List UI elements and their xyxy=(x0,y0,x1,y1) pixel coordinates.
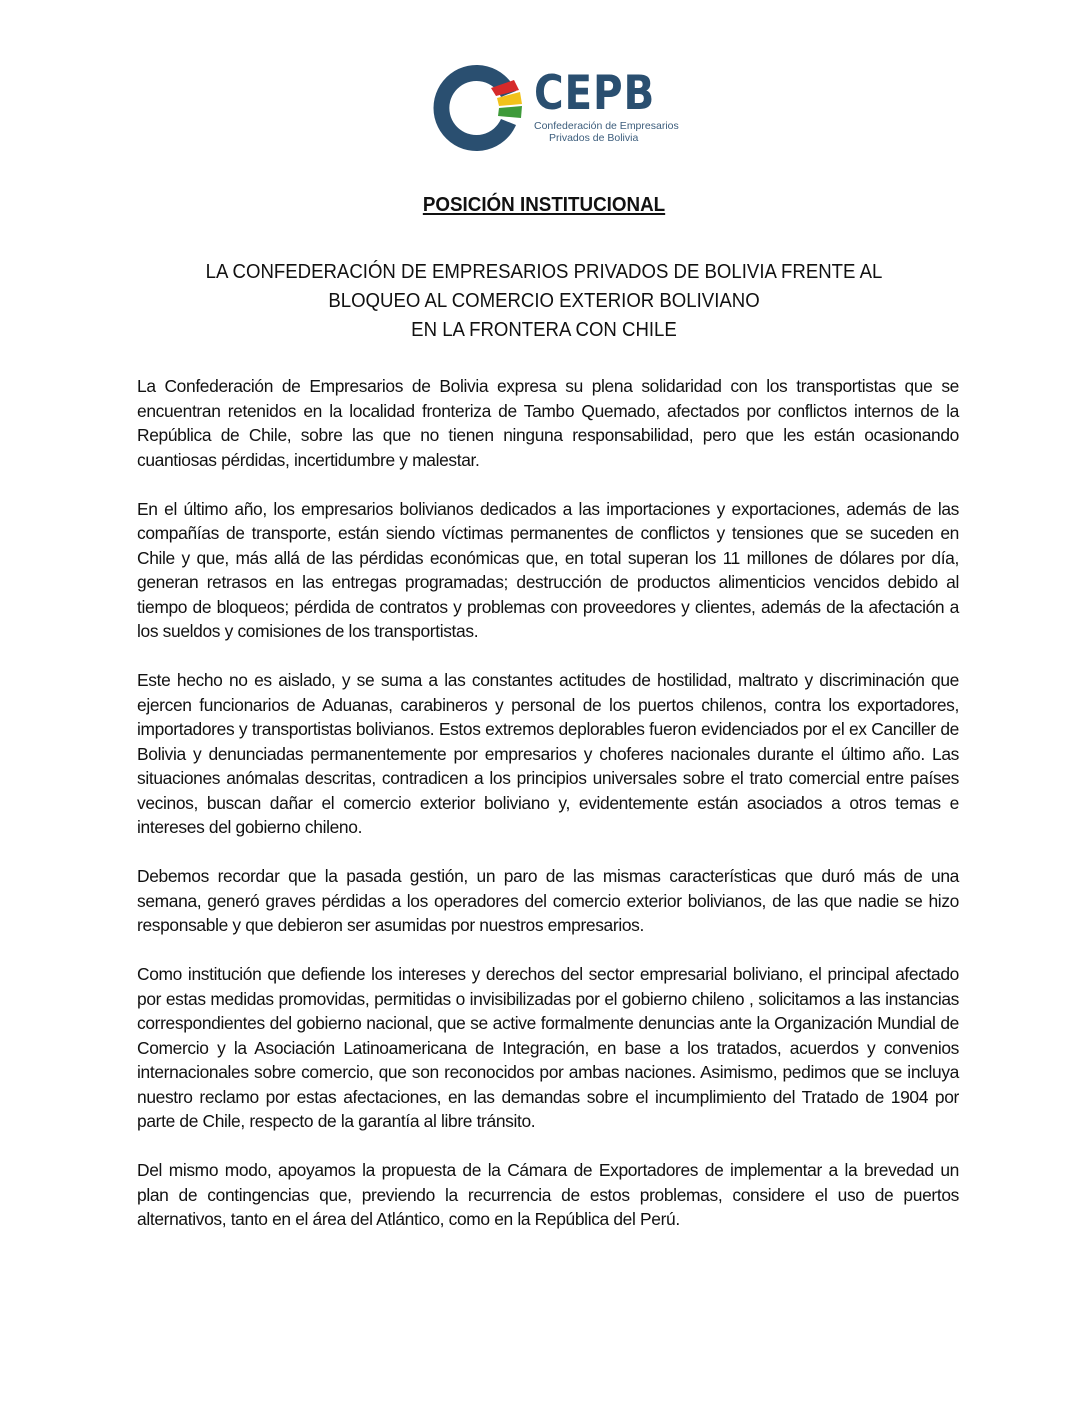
paragraph-1: La Confederación de Empresarios de Bolivia expresa su plena solidaridad con los transportistas que se encuentran retenidos en la localidad fronteriza de Tambo Quemado, afectados por conflictos internos de la República de Chile, sobre las que no tienen ninguna responsabilidad, pero que les están ocasionando cuantiosas pérdidas, incertidumbre y malestar. xyxy=(137,376,959,470)
document-title: POSICIÓN INSTITUCIONAL xyxy=(422,194,666,216)
paragraph-5: Como institución que defiende los intereses y derechos del sector empresarial boliviano, el principal afectado por estas medidas promovidas, permitidas o invisibilizadas por el gobierno chileno , solicitamos a las instancias correspondientes del gobierno nacional, que se active formalmente denuncias ante la Organización Mundial de Comercio y la Asociación Latinoamericana de Integración, en base a los tratados, acuerdos y convenios internacionales sobre comercio, que son reconocidos por ambas naciones. Asimismo, pedimos que se incluya nuestro reclamo por estas afectaciones, en las demandas sobre el incumplimiento del Tratado de 1904 por parte de Chile, respecto de la garantía al libre tránsito. xyxy=(137,964,959,1131)
document-body xyxy=(137,374,959,1256)
paragraph-2: En el último año, los empresarios bolivianos dedicados a las importaciones y exportaciones, además de las compañías de transporte, están siendo víctimas permanentes de conflictos y tensiones que se suceden en Chile y que, más allá de las pérdidas económicas que, en total superan los 11 millones de dólares por día, generan retrasos en las entregas programadas; destrucción de productos alimenticios vencidos debido al tiempo de bloqueos; pérdida de contratos y problemas con proveedores y clientes, además de la afectación a los sueldos y comisiones de los transportistas. xyxy=(137,498,959,641)
paragraph-3: Este hecho no es aislado, y se suma a las constantes actitudes de hostilidad, maltrato y discriminación que ejercen funcionarios de Aduanas, carabineros y personal de los puertos chilenos, contra los exportadores, importadores y transportistas bolivianos. Estos extremos deplorables fueron evidenciados por el ex Canciller de Bolivia y denunciadas permanentemente por empresarios y choferes nacionales durante el último año. Las situaciones anómalas descritas, contradicen a los principios universales sobre el trato comercial entre países vecinos, buscan dañar el comercio exterior boliviano y, evidentemente están asociados a otros temas e intereses del gobierno chileno. xyxy=(137,670,959,837)
cepb-logo-mark-icon xyxy=(428,58,528,158)
logo-subtitle-line-1: Confederación de Empresarios xyxy=(534,120,679,132)
logo-text-block xyxy=(534,58,684,144)
logo-acronym: CEPB xyxy=(534,66,656,121)
document-subtitle xyxy=(38,258,1050,345)
paragraph-6: Del mismo modo, apoyamos la propuesta de la Cámara de Exportadores de implementar a la brevedad un plan de contingencias que, previendo la recurrencia de estos problemas, considere el uso de puertos alternativos, tanto en el área del Atlántico, como en la República del Perú. xyxy=(137,1160,959,1229)
subtitle-line-2: BLOQUEO AL COMERCIO EXTERIOR BOLIVIANO xyxy=(328,290,760,312)
logo-subtitle-line-2: Privados de Bolivia xyxy=(549,132,639,144)
subtitle-line-1: LA CONFEDERACIÓN DE EMPRESARIOS PRIVADOS DE BOLIVIA FRENTE AL xyxy=(205,261,883,283)
subtitle-line-3: EN LA FRONTERA CON CHILE xyxy=(411,319,677,341)
paragraph-4: Debemos recordar que la pasada gestión, un paro de las mismas características que duró más de una semana, generó graves pérdidas a los operadores del comercio exterior bolivianos, de las que nadie se hizo responsable y que debieron ser asumidas por nuestros empresarios. xyxy=(137,866,959,935)
cepb-logo xyxy=(428,58,678,158)
